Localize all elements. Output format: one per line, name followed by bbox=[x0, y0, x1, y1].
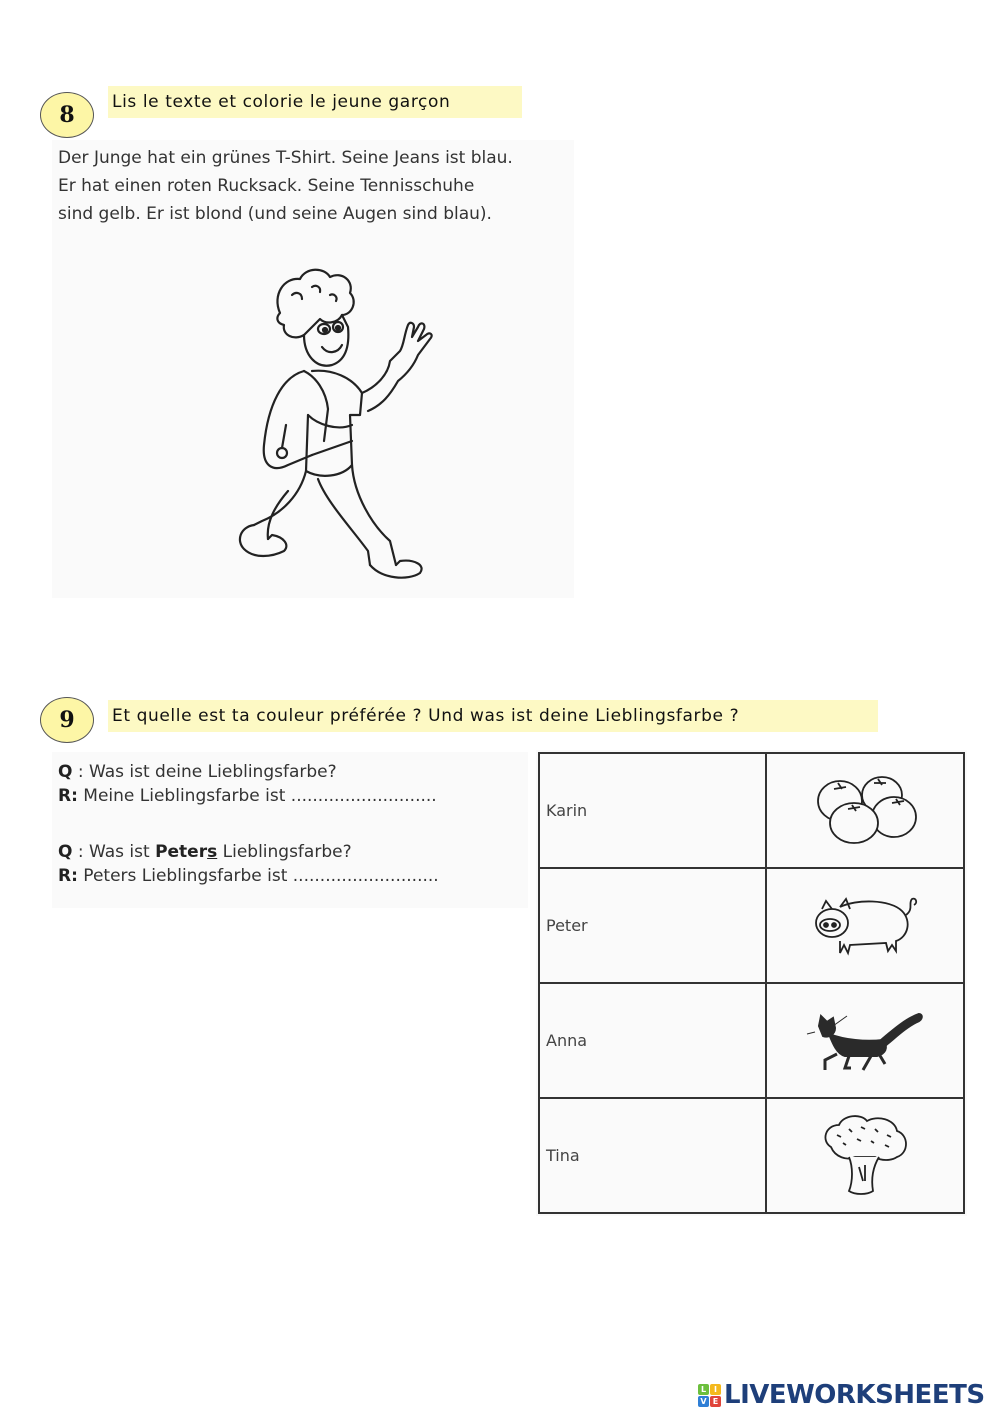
q-label: Q bbox=[58, 762, 73, 782]
name-cell: Peter bbox=[539, 868, 766, 983]
question-text: Was ist deine Lieblingsfarbe? bbox=[89, 762, 337, 782]
question-text: Was ist bbox=[89, 842, 156, 862]
q-label: Q bbox=[58, 842, 73, 862]
picture-cell bbox=[766, 983, 964, 1098]
answer-blank[interactable]: Peters Lieblingsfarbe ist ........................... bbox=[77, 866, 439, 886]
q-separator: : bbox=[72, 762, 89, 782]
text-line: sind gelb. Er ist blond (und seine Augen sind blau). bbox=[58, 204, 492, 224]
black-cat-icon[interactable] bbox=[805, 1004, 925, 1074]
q-separator: : bbox=[72, 842, 89, 862]
broccoli-icon[interactable] bbox=[815, 1111, 915, 1197]
pig-icon[interactable] bbox=[810, 889, 920, 959]
table-row bbox=[539, 753, 964, 868]
tomatoes-icon[interactable] bbox=[810, 769, 920, 849]
r-label: R: bbox=[58, 786, 78, 806]
exercise-8-number-badge bbox=[40, 92, 94, 138]
answer-blank[interactable]: Meine Lieblingsfarbe ist ........................... bbox=[77, 786, 437, 806]
boy-illustration[interactable] bbox=[192, 265, 462, 595]
exercise-number: 9 bbox=[59, 707, 75, 733]
exercise-number: 8 bbox=[59, 102, 75, 128]
exercise-9-instruction: Et quelle est ta couleur préférée ? Und was ist deine Lieblingsfarbe ? bbox=[108, 700, 878, 732]
r-label: R: bbox=[58, 866, 78, 886]
name-cell: Anna bbox=[539, 983, 766, 1098]
answer-line[interactable] bbox=[58, 784, 437, 808]
question-text: Lieblingsfarbe? bbox=[217, 842, 352, 862]
exercise-9-number-badge bbox=[40, 697, 94, 743]
question-line bbox=[58, 760, 437, 784]
qa-pair-1 bbox=[58, 760, 437, 808]
table-row bbox=[539, 868, 964, 983]
answer-line[interactable] bbox=[58, 864, 439, 888]
live-blocks-icon bbox=[698, 1384, 721, 1407]
picture-cell bbox=[766, 868, 964, 983]
question-bold-name: Peter bbox=[155, 842, 208, 862]
logo-letter: E bbox=[710, 1396, 721, 1407]
text-line: Er hat einen roten Rucksack. Seine Tennisschuhe bbox=[58, 176, 475, 196]
picture-cell bbox=[766, 1098, 964, 1213]
exercise-8-instruction: Lis le texte et colorie le jeune garçon bbox=[108, 86, 522, 118]
logo-letter: L bbox=[698, 1384, 709, 1395]
favorite-color-table bbox=[536, 750, 967, 1216]
text-line: Der Junge hat ein grünes T-Shirt. Seine Jeans ist blau. bbox=[58, 148, 513, 168]
exercise-8-text bbox=[58, 144, 513, 228]
name-cell: Tina bbox=[539, 1098, 766, 1213]
question-line bbox=[58, 840, 439, 864]
question-underlined-s: s bbox=[207, 842, 218, 862]
liveworksheets-logo[interactable] bbox=[698, 1380, 985, 1410]
logo-letter: V bbox=[698, 1396, 709, 1407]
brand-name: LIVEWORKSHEETS bbox=[724, 1380, 985, 1410]
exercise-9-qa bbox=[52, 752, 528, 908]
picture-cell bbox=[766, 753, 964, 868]
qa-pair-2 bbox=[58, 840, 439, 888]
table-row bbox=[539, 1098, 964, 1213]
exercise-8-content bbox=[52, 140, 574, 598]
logo-letter: I bbox=[710, 1384, 721, 1395]
name-cell: Karin bbox=[539, 753, 766, 868]
table-row bbox=[539, 983, 964, 1098]
